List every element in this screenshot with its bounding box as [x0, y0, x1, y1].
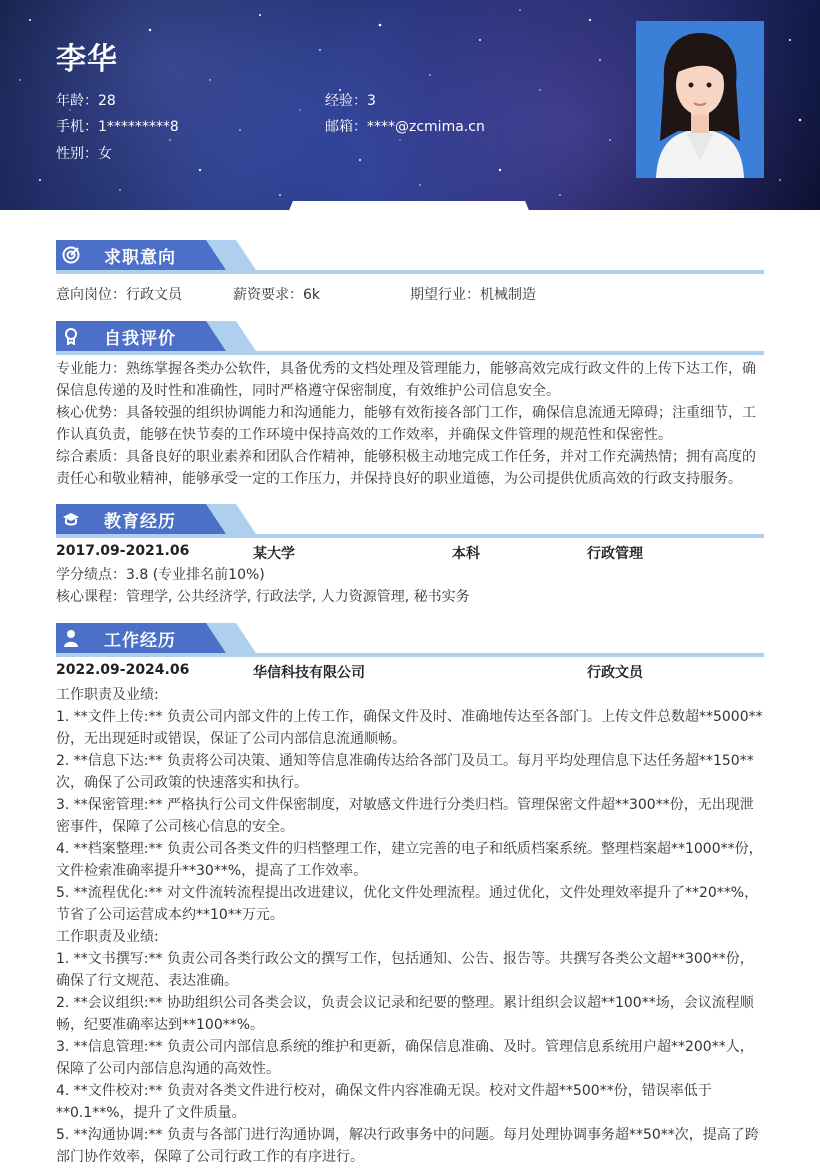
- target-icon: [62, 246, 80, 264]
- work-item: 2. **会议组织:** 协助组织公司各类会议，负责会议记录和纪要的整理。累计组织会议超**100**场，会议流程顺畅，纪要准确率达到**100**%。: [56, 995, 754, 1033]
- section-title-self-eval: 自我评价: [104, 329, 176, 349]
- education-period: 2017.09-2021.06: [56, 543, 190, 559]
- work-item: 5. **流程优化:** 对文件流转流程提出改进建议，优化文件处理流程。通过优化，文件处理效率提升了**20**%，节省了公司运营成本约**10**万元。: [56, 885, 759, 923]
- education-degree: 本科: [452, 546, 480, 562]
- work-period: 2022.09-2024.06: [56, 662, 190, 678]
- experience-value: 3: [367, 93, 376, 109]
- self-eval-advantage: 核心优势：具备较强的组织协调能力和沟通能力，能够有效衔接各部门工作，确保信息流通无障碍；注重细节，工作认真负责，能够在快节奏的工作环境中保持高效的工作效率，并确保文件管理的规范性和保密性。: [56, 405, 756, 443]
- work-duty-label-1: 工作职责及业绩:: [56, 687, 159, 703]
- age-label: 年龄：: [56, 93, 98, 109]
- education-gpa: 学分绩点：3.8 (专业排名前10%): [56, 567, 265, 583]
- intent-salary: 薪资要求：6k: [233, 287, 321, 303]
- gender-label: 性别：: [56, 146, 98, 162]
- work-item: 3. **信息管理:** 负责公司内部信息系统的维护和更新，确保信息准确、及时。管理信息系统用户超**200**人，保障了公司内部信息沟通的高效性。: [56, 1039, 754, 1077]
- section-header-self-eval: [56, 321, 764, 357]
- intent-position: 意向岗位：行政文员: [56, 287, 182, 303]
- education-courses: 核心课程：管理学, 公共经济学, 行政法学, 人力资源管理, 秘书实务: [56, 589, 470, 605]
- email-label: 邮箱：: [325, 119, 367, 135]
- education-major: 行政管理: [587, 546, 643, 562]
- gender-value: 女: [98, 146, 112, 162]
- work-duty-label-2: 工作职责及业绩:: [56, 929, 159, 945]
- experience-label: 经验：: [325, 93, 367, 109]
- email-value: ****@zcmima.cn: [367, 119, 485, 135]
- self-eval-professional: 专业能力：熟练掌握各类办公软件，具备优秀的文档处理及管理能力，能够高效完成行政文件的上传下达工作，确保信息传递的及时性和准确性，同时严格遵守保密制度，有效维护公司信息安全。: [56, 361, 756, 399]
- section-header-intent: [56, 240, 764, 276]
- self-eval-quality: 综合素质：具备良好的职业素养和团队合作精神，能够积极主动地完成工作任务，并对工作充满热情；拥有高度的责任心和敬业精神，能够承受一定的工作压力，并保持良好的职业道德，为公司提供优质高效的行政支持服务。: [56, 449, 756, 487]
- work-item: 5. **沟通协调:** 负责与各部门进行沟通协调，解决行政事务中的问题。每月处理协调事务超**50**次，提高了跨部门协作效率，保障了公司行政工作的有序进行。: [56, 1127, 759, 1165]
- phone-info: [56, 116, 179, 136]
- experience-info: [325, 90, 376, 110]
- resume-header: [0, 0, 820, 210]
- age-info: [56, 90, 116, 110]
- email-info: [325, 116, 485, 136]
- profile-photo: [636, 21, 764, 178]
- phone-value: 1*********8: [98, 119, 179, 135]
- section-title-education: 教育经历: [104, 512, 176, 532]
- header-notch: [288, 201, 530, 213]
- work-item: 1. **文书撰写:** 负责公司各类行政公文的撰写工作，包括通知、公告、报告等。共撰写各类公文超**300**份，确保了行文规范、表达准确。: [56, 951, 754, 989]
- work-item: 3. **保密管理:** 严格执行公司文件保密制度，对敏感文件进行分类归档。管理保密文件超**300**份，无出现泄密事件，保障了公司核心信息的安全。: [56, 797, 754, 835]
- graduation-cap-icon: [62, 510, 80, 528]
- work-item: 4. **文件校对:** 负责对各类文件进行校对，确保文件内容准确无误。校对文件超**500**份，错误率低于**0.1**%，提升了文件质量。: [56, 1083, 712, 1121]
- gender-info: [56, 143, 112, 163]
- section-header-work: [56, 623, 764, 659]
- candidate-name: 李华: [56, 42, 118, 77]
- person-icon: [62, 629, 80, 647]
- work-item: 1. **文件上传:** 负责公司内部文件的上传工作，确保文件及时、准确地传达至各部门。上传文件总数超**5000**份，无出现延时或错误，保证了公司内部信息流通顺畅。: [56, 709, 763, 747]
- intent-industry: 期望行业：机械制造: [410, 287, 536, 303]
- work-company: 华信科技有限公司: [253, 665, 365, 681]
- section-title-intent: 求职意向: [104, 248, 176, 268]
- section-header-education: [56, 504, 764, 540]
- work-item: 2. **信息下达:** 负责将公司决策、通知等信息准确传达给各部门及员工。每月平均处理信息下达任务超**150**次，确保了公司政策的快速落实和执行。: [56, 753, 754, 791]
- phone-label: 手机：: [56, 119, 98, 135]
- age-value: 28: [98, 93, 116, 109]
- award-icon: [62, 327, 80, 345]
- section-title-work: 工作经历: [104, 631, 176, 651]
- work-role: 行政文员: [587, 665, 643, 681]
- education-school: 某大学: [253, 546, 295, 562]
- work-item: 4. **档案整理:** 负责公司各类文件的归档整理工作，建立完善的电子和纸质档案系统。整理档案超**1000**份，文件检索准确率提升**30**%，提高了工作效率。: [56, 841, 763, 879]
